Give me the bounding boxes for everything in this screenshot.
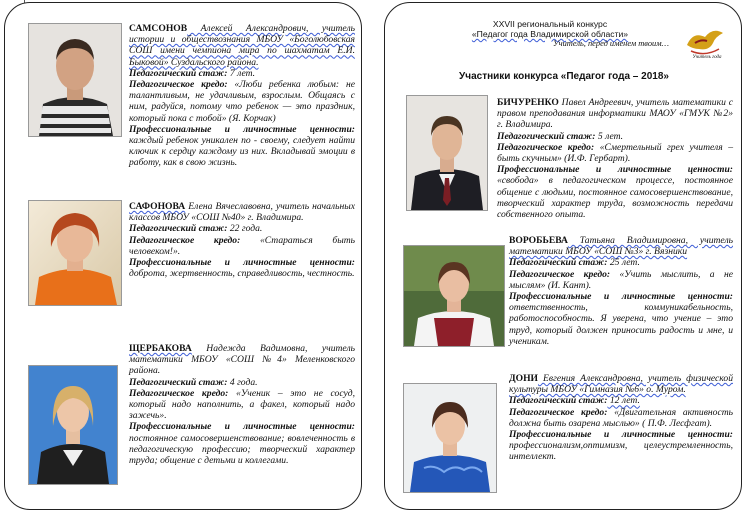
photo-vorobyeva (403, 245, 505, 347)
credo-label: Педагогическое кредо: (509, 406, 608, 418)
teacher-name: ВОРОБЬЕВА (509, 235, 568, 246)
photo-doni (403, 383, 497, 493)
experience-value: 5 лет. (595, 130, 624, 142)
credo-label: Педагогическое кредо: (497, 141, 595, 153)
credo-text: «Люби ребенка любым: не талантливым, не удачливым, взрослым. Общаясь с ним, радуйся, потому что ребенок — это праздник, который пока с тобой» (Я. Корчак) (129, 79, 355, 124)
teacher-name: САФОНОВА (129, 201, 186, 212)
teacher-position: Татьяна Владимировна, учитель математики МБОУ «СОШ №3» г. Вязники (509, 235, 733, 258)
values-text: доброта, жертвенность, справедливость, честность. (129, 268, 355, 280)
teacher-position: Евгения Александровна, учитель физической культуры МБОУ «Гимназия №6» о. Муром. (509, 373, 733, 396)
credo-text: «Смертельный грех учителя – быть скучным» (И.Ф. Гербарт). (497, 141, 734, 165)
bio-doni (509, 373, 733, 463)
teacher-position: Алексей Александрович, учитель истории и обществознания МБОУ «Боголюбовская СОШ имени чемпиона мира по шахматам Е.И. Быковой» Суздальского района. (129, 23, 355, 68)
values-label: Профессиональные и личностные ценности: (129, 123, 355, 135)
experience-value: 25 лет. (607, 257, 640, 269)
credo-label: Педагогическое кредо: (129, 79, 228, 91)
bio-shcherbakova (129, 343, 355, 466)
bio-bichurenko (497, 97, 733, 220)
credo-text: «Стараться быть человеком!». (129, 234, 355, 257)
credo-label: Педагогическое кредо: (129, 387, 229, 399)
credo-text: «Ученик – это не сосуд, который надо наполнить, а факел, который надо зажечь». (129, 387, 355, 422)
teacher-name: ЩЕРБАКОВА (129, 343, 192, 354)
experience-label: Педагогический стаж: (129, 376, 228, 388)
values-label: Профессиональные и личностные ценности: (129, 257, 355, 269)
logo-caption: Учитель года (692, 55, 722, 60)
contest-line2: «Педагог года Владимирской области» (471, 29, 629, 39)
values-text: ответственность, коммуникабельность, работоспособность. Я уверена, что учение – это труд, который должен приносить радость и мне, и ученикам. (509, 302, 733, 347)
participants-title-text: Участники конкурса «Педагог года – 2018» (459, 71, 669, 82)
values-text: каждый ребенок уникален по - своему, следует найти ключик к сердцу каждому из них. Вкладывай эмоции в работу, как в свою жизнь. (129, 135, 355, 169)
teacher-name: БИЧУРЕНКО (497, 97, 559, 108)
credo-text: «Учить мыслить, а не мыслям» (И. Кант). (509, 268, 733, 291)
left-page (4, 2, 362, 510)
contest-logo (683, 23, 727, 63)
experience-label: Педагогический стаж: (497, 130, 596, 142)
values-label: Профессиональные и личностные ценности: (129, 421, 355, 433)
experience-label: Педагогический стаж: (509, 395, 608, 407)
teacher-position: Надежда Вадимовна, учитель математики МБОУ «СОШ №4» Меленковского района. (129, 343, 355, 377)
experience-value: 4 года. (227, 376, 258, 388)
photo-safonova (28, 200, 122, 306)
right-page (384, 2, 742, 510)
values-label: Профессиональные и личностные ценности: (509, 291, 733, 303)
experience-value: 22 года. (227, 223, 263, 235)
values-text: профессионализм,оптимизм, целеустремленность, интеллект. (509, 440, 733, 463)
bio-samsonov (129, 23, 355, 169)
experience-label: Педагогический стаж: (129, 223, 228, 235)
values-label: Профессиональные и личностные ценности: (509, 429, 733, 441)
contest-motto: Учитель, перед именем твоим… (552, 39, 669, 48)
credo-text: «Двигательная активность должна быть озарена мыслью» ( П.Ф. Лесфгат). (509, 406, 733, 429)
participants-title (429, 71, 699, 82)
teacher-name: ДОНИ (509, 373, 538, 384)
photo-samsonov (28, 23, 122, 137)
photo-shcherbakova (28, 365, 118, 485)
experience-label: Педагогический стаж: (509, 257, 608, 269)
credo-label: Педагогическое кредо: (129, 234, 241, 246)
teacher-position: Павел Андреевич, учитель математики с правом преподавания информатики МАОУ «ГМУК №2» г. Владимира. (497, 97, 733, 131)
teacher-position: Елена Вячеславовна, учитель начальных классов МБОУ «СОШ №40» г. Владимира. (129, 201, 355, 224)
contest-header (425, 19, 675, 48)
values-text: «свобода» в педагогическом процессе, постоянное общение с людьми, постоянное самосовершенствование, творческий характер труда, возможность передачи собственного опыта. (497, 175, 733, 221)
teacher-name: САМСОНОВ (129, 23, 188, 34)
contest-line1: XXVII региональный конкурс (492, 19, 608, 29)
bio-vorobyeva (509, 235, 733, 347)
photo-bichurenko (406, 95, 488, 211)
experience-value: 7 лет. (227, 67, 256, 79)
experience-label: Педагогический стаж: (129, 67, 228, 79)
bio-safonova (129, 201, 355, 279)
experience-value: 12 лет. (607, 395, 640, 407)
values-label: Профессиональные и личностные ценности: (497, 164, 733, 176)
values-text: постоянное самосовершенствование; вовлеченность в педагогическую профессию; творческий характер труда; общение с детьми и коллегами. (129, 432, 355, 467)
credo-label: Педагогическое кредо: (509, 268, 611, 280)
